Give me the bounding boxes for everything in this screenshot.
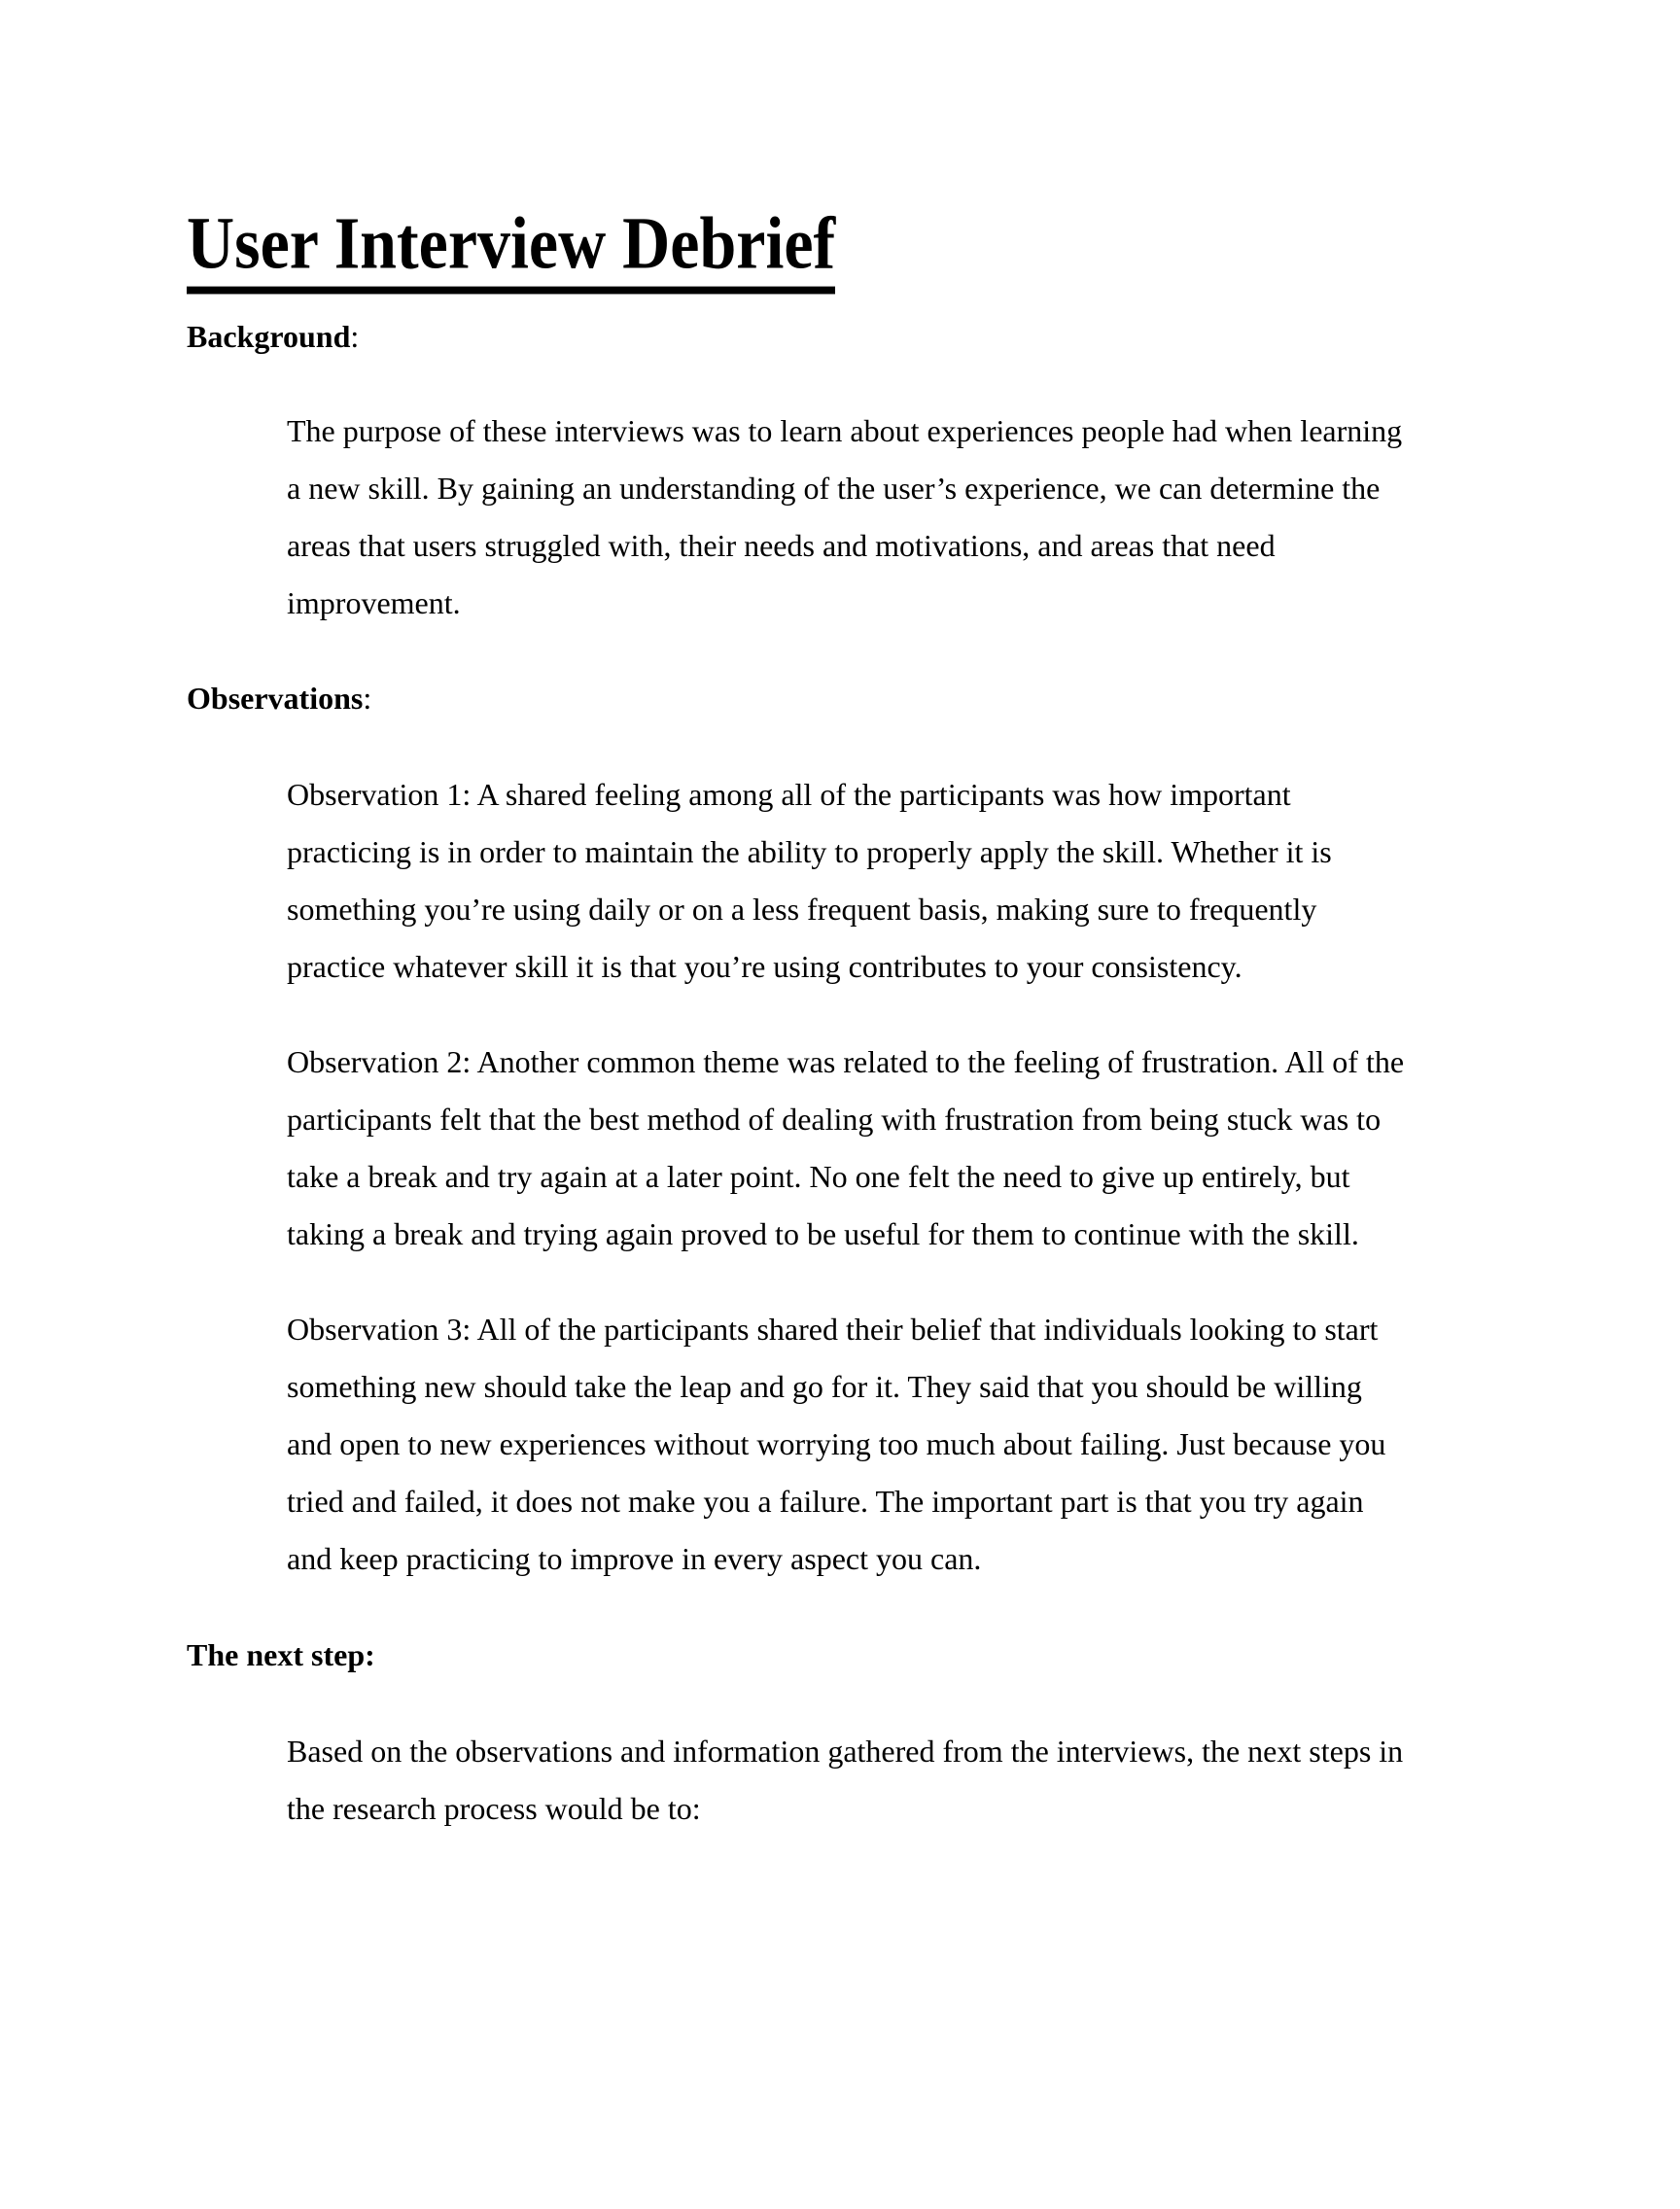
text-line: and keep practicing to improve in every aspect you can. bbox=[287, 1541, 982, 1576]
next-step-paragraph bbox=[287, 1723, 1403, 1838]
text-line: take a break and try again at a later point. No one felt the need to give up entirely, but bbox=[287, 1159, 1350, 1194]
text-line: practice whatever skill it is that you’re using contributes to your consistency. bbox=[287, 949, 1242, 984]
background-paragraph bbox=[287, 403, 1402, 632]
text-line: improvement. bbox=[287, 585, 461, 620]
text-line: Observation 1: A shared feeling among all of the participants was how important bbox=[287, 777, 1291, 812]
text-line: The purpose of these interviews was to learn about experiences people had when learning bbox=[287, 413, 1403, 448]
background-heading-colon: : bbox=[350, 319, 360, 354]
text-line: the research process would be to: bbox=[287, 1791, 701, 1826]
next-step-heading-text: The next step: bbox=[187, 1637, 375, 1672]
text-line: participants felt that the best method of dealing with frustration from being stuck was to bbox=[287, 1102, 1382, 1137]
text-line: Based on the observations and information gathered from the interviews, the next steps in bbox=[287, 1734, 1404, 1769]
observation-2-paragraph bbox=[287, 1034, 1404, 1263]
observation-3-paragraph bbox=[287, 1301, 1385, 1588]
text-line: areas that users struggled with, their needs and motivations, and areas that need bbox=[287, 528, 1276, 563]
page-title: User Interview Debrief bbox=[187, 199, 835, 294]
text-line: taking a break and trying again proved to be useful for them to continue with the skill. bbox=[287, 1216, 1359, 1251]
next-step-heading bbox=[187, 1635, 375, 1674]
observations-heading-colon: : bbox=[363, 681, 372, 716]
text-line: and open to new experiences without worrying too much about failing. Just because you bbox=[287, 1426, 1386, 1461]
text-line: a new skill. By gaining an understanding of the user’s experience, we can determine the bbox=[287, 471, 1381, 506]
background-heading-text: Background bbox=[187, 319, 351, 354]
text-line: tried and failed, it does not make you a failure. The important part is that you try again bbox=[287, 1484, 1364, 1519]
text-line: something you’re using daily or on a less frequent basis, making sure to frequently bbox=[287, 892, 1317, 927]
text-line: Observation 2: Another common theme was related to the feeling of frustration. All of the bbox=[287, 1044, 1405, 1079]
observations-heading bbox=[187, 679, 371, 718]
background-heading bbox=[187, 317, 359, 356]
text-line: practicing is in order to maintain the ability to properly apply the skill. Whether it is bbox=[287, 834, 1332, 869]
observations-heading-text: Observations bbox=[187, 681, 364, 716]
text-line: something new should take the leap and go for it. They said that you should be willing bbox=[287, 1369, 1362, 1404]
observation-1-paragraph bbox=[287, 766, 1332, 996]
text-line: Observation 3: All of the participants shared their belief that individuals looking to start bbox=[287, 1312, 1379, 1347]
